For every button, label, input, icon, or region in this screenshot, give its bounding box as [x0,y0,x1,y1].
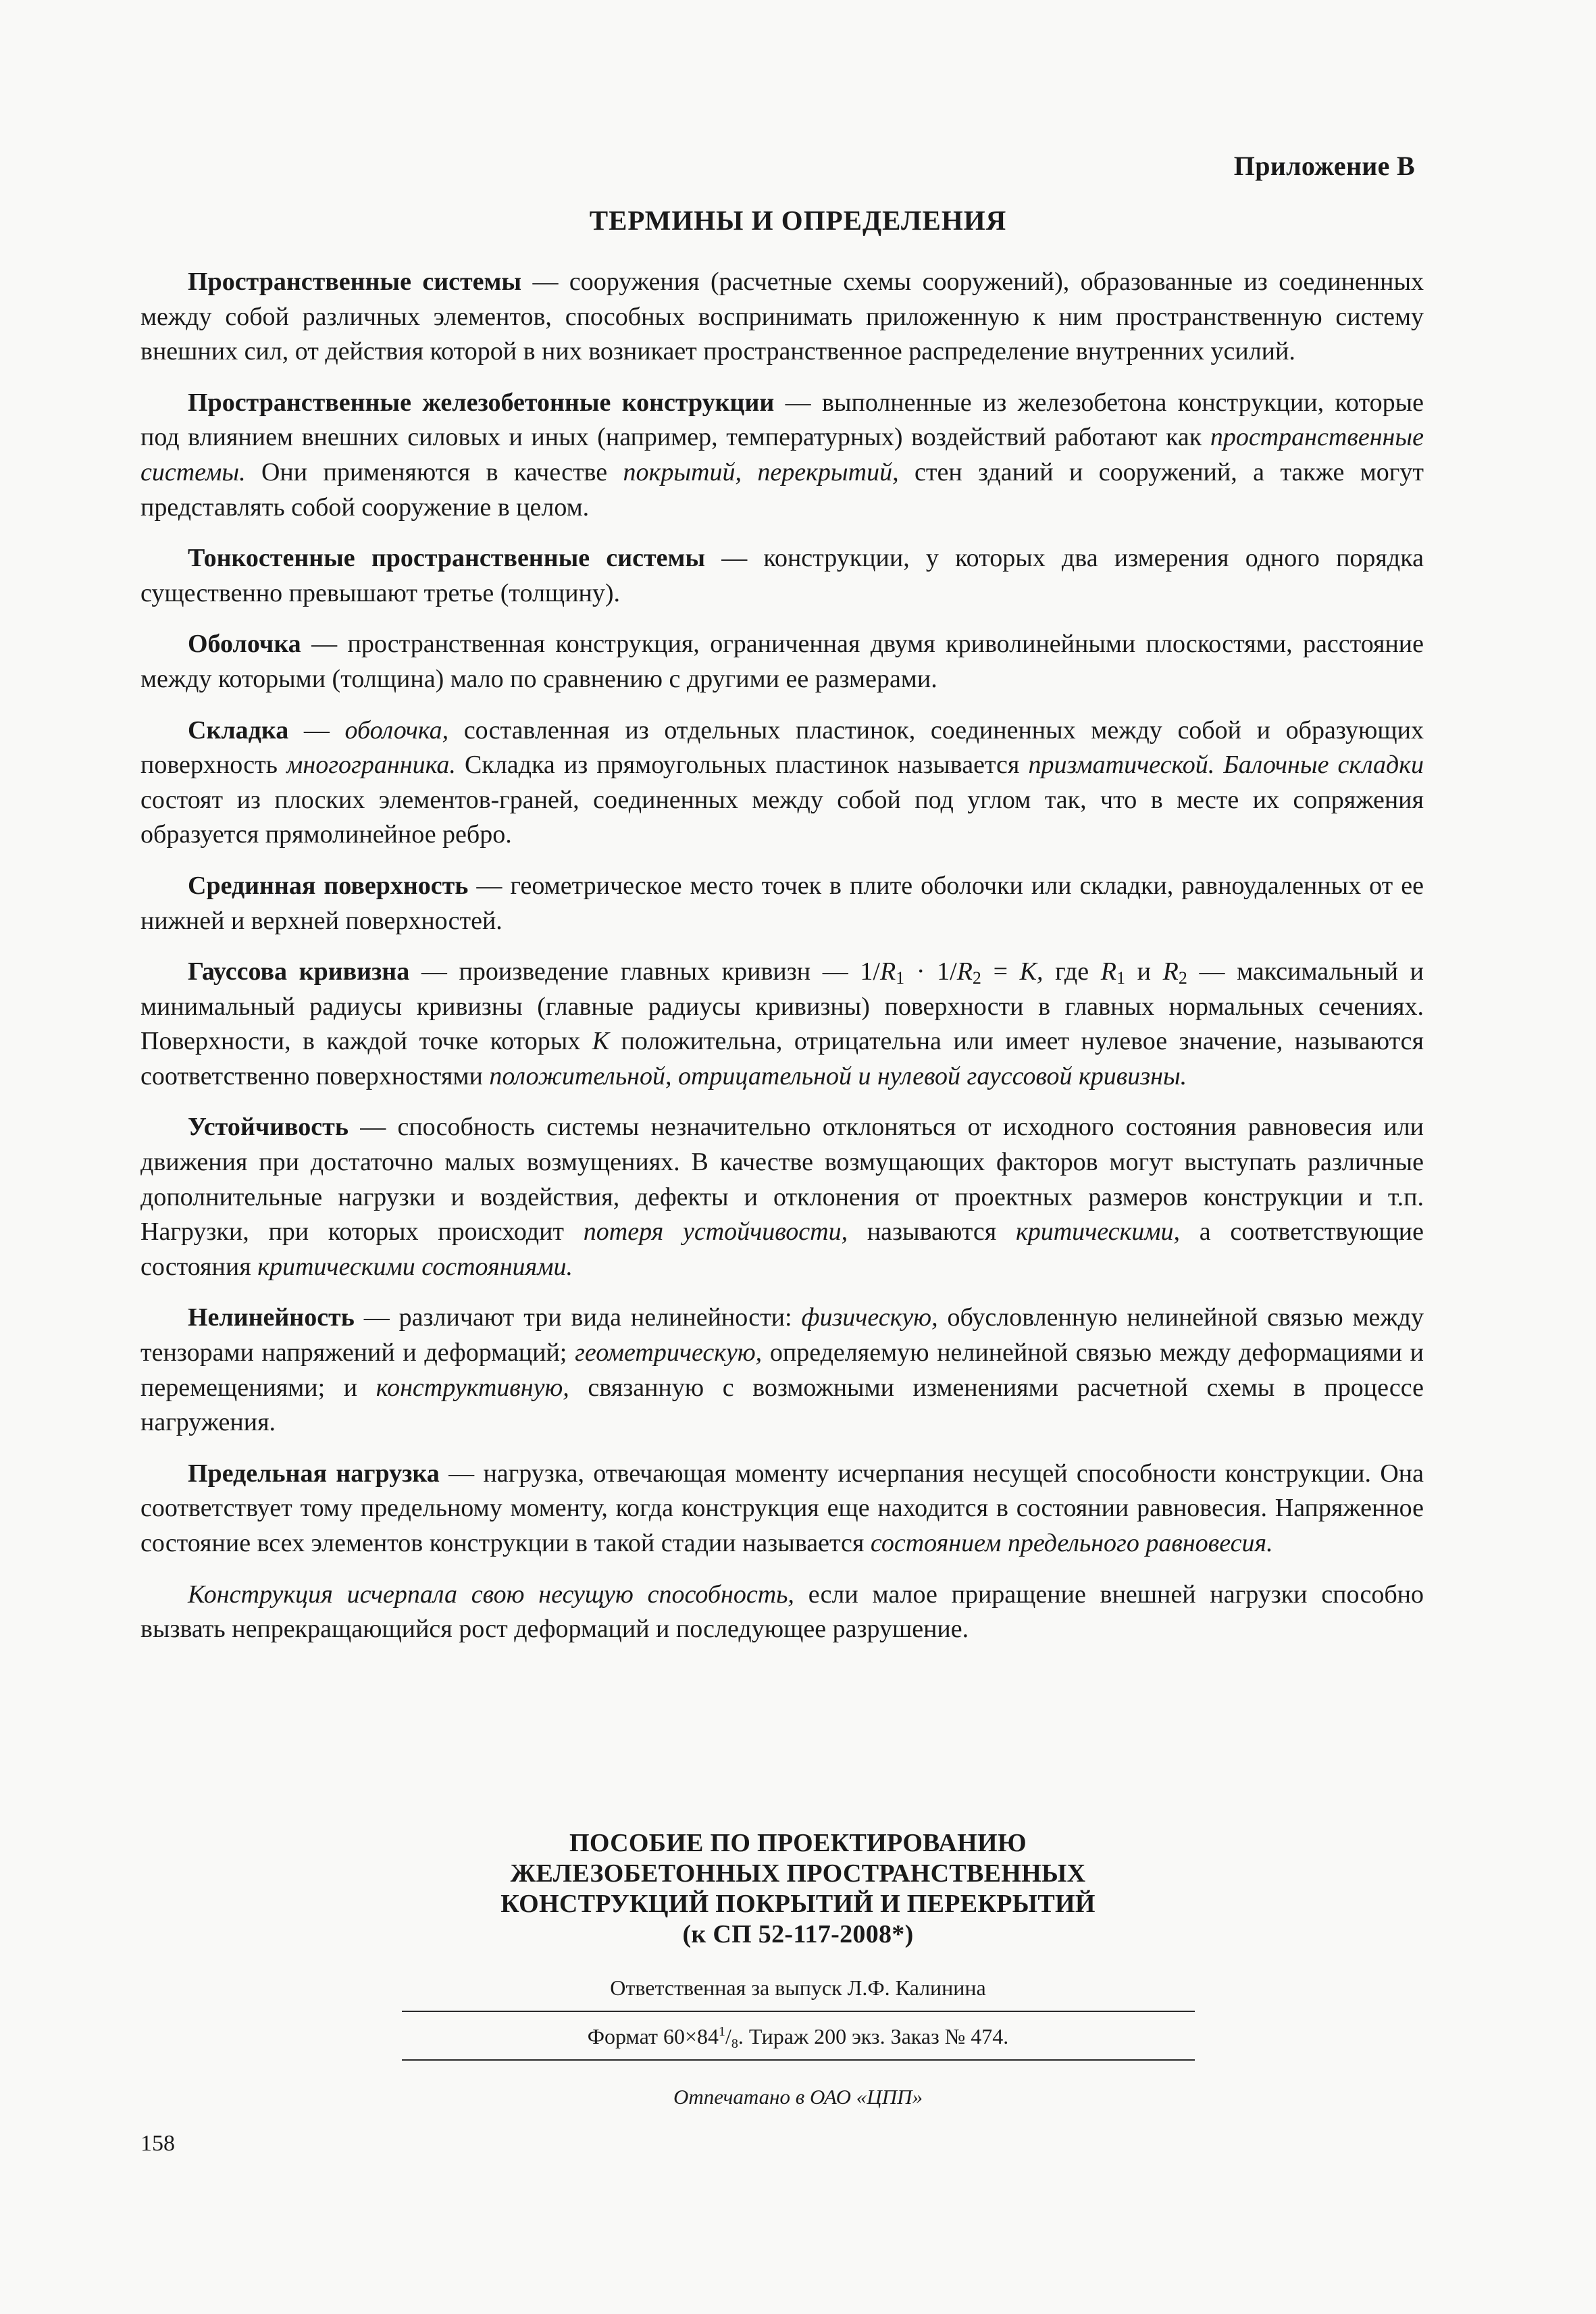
definition-term: Тонкостенные пространственные системы [188,544,706,573]
definition-paragraph [140,265,1424,370]
emphasized-text: положительной, отрицательной и нулевой гауссовой кривизны. [489,1061,1187,1090]
definition-text: — пространственная конструкция, ограниченная двумя криволинейными плоскостями, расстояние между которыми (толщина) мало по сравнению с другими ее размерами. [140,630,1424,693]
definition-text: обусловленную нелинейной связью между тензорами напряжений и деформаций; [140,1303,1424,1367]
definition-paragraph [140,713,1424,853]
book-title-line: (к СП 52-117-2008*) [682,1920,914,1948]
definition-term: Оболочка [188,630,301,659]
emphasized-text: потеря устойчивости, [583,1217,848,1247]
format-fraction-separator: / [725,2024,731,2048]
section-title: ТЕРМИНЫ И ОПРЕДЕЛЕНИЯ [589,205,1007,236]
definition-text: — геометрическое место точек в плите оболочки или складки, равноудаленных от ее нижней и верхней поверхностей. [140,871,1424,935]
definition-paragraph [140,869,1424,938]
definition-text: — произведение главных кривизн — 1/ [409,957,880,986]
emphasized-text: R [1162,957,1179,986]
book-title [0,1828,1596,1950]
emphasized-text: физическую, [801,1303,938,1332]
responsible-editor: Ответственная за выпуск Л.Ф. Калинина [610,1976,986,2000]
emphasized-text: пространственные системы. [140,423,1424,486]
definition-text: — различают три вида нелинейности: [354,1303,802,1332]
book-title-line: ЖЕЛЕЗОБЕТОННЫХ ПРОСТРАНСТВЕННЫХ [510,1859,1086,1888]
definition-text: если малое приращение внешней нагрузки способно вызвать непрекращающийся рост деформаций и последующее разрушение. [140,1580,1424,1644]
definition-text: называются [848,1217,1016,1247]
definition-text: положительна, отрицательна или имеет нулевое значение, называются соответственно поверхностями [140,1027,1424,1090]
format-fraction-numerator: 1 [718,2024,725,2039]
format-line [0,2023,1596,2050]
emphasized-text: Конструкция исчерпала свою несущую способность, [188,1580,794,1609]
emphasized-text: критическими, [1015,1217,1181,1247]
definition-term: Пространственные железобетонные конструкции [188,388,775,417]
divider [402,2059,1195,2061]
divider [402,2011,1195,2012]
emphasized-text: R [879,957,896,986]
imprint-block [0,1828,1596,2111]
definition-term: Гауссова кривизна [188,957,410,986]
definition-text: — нагрузка, отвечающая моменту исчерпания несущей способности конструкции. Она соответствует тому предельному моменту, когда конструкция еще находится в состоянии равновесия. Напряженное состояние всех элементов конструкции в такой стадии называется [140,1459,1424,1557]
emphasized-text: геометрическую, [575,1338,763,1367]
definition-paragraph [140,1110,1424,1284]
subscript: 2 [972,968,981,988]
definition-text: — выполненные из железобетона конструкции, которые под влиянием внешних силовых и иных (например, температурных) воздействий работают как [140,388,1424,452]
emphasized-text: оболочка, [344,715,449,745]
definition-paragraph [140,955,1424,1094]
emphasized-text: состоянием предельного равновесия. [870,1529,1273,1557]
definition-text: и [1125,957,1163,986]
definition-text: связанную с возможными изменениями расчетной схемы в процессе нагружения. [140,1373,1424,1437]
definition-text: — максимальный и минимальный радиусы кривизны (главные радиусы кривизны) поверхности в главных нормальных сечениях. Поверхности, в каждой точке которых [140,957,1424,1056]
emphasized-text: K, [1019,957,1044,986]
definition-text: — способность системы незначительно отклоняться от исходного состояния равновесия или движения при достаточно малых возмущениях. В качестве возмущающих факторов могут выступать различные дополнительные нагрузки и воздействия, дефекты и отклонения от проектных размеров конструкции и т.п. Нагрузки, при которых происходит [140,1113,1424,1247]
definition-text: — сооружения (расчетные схемы сооружений), образованные из соединенных между собой различных элементов, способных воспринимать приложенную к ним пространственную систему внешних сил, от действия которой в них возникает пространственное распределение внутренних усилий. [140,268,1424,366]
definition-text: = [981,957,1020,986]
definition-term: Устойчивость [188,1113,349,1142]
definition-text: где [1043,957,1101,986]
emphasized-text: покрытий, перекрытий, [623,457,899,486]
subscript: 2 [1178,968,1187,988]
definition-text: стен зданий и сооружений, а также могут представлять собой сооружение в целом. [140,457,1424,522]
definition-text: — [288,715,345,745]
emphasized-text: конструктивную, [376,1373,569,1402]
definition-text: · 1/ [904,957,957,986]
definitions-list [140,265,1424,1663]
printed-by: Отпечатано в ОАО «ЦПП» [673,2085,923,2109]
definition-term: Предельная нагрузка [188,1459,440,1488]
definition-term: Складка [188,715,289,745]
definition-text: состоят из плоских элементов-граней, соединенных между собой под углом так, что в месте их сопряжения образуется прямолинейное ребро. [140,785,1424,849]
definition-text: Складка из прямоугольных пластинок называется [455,751,1029,780]
definition-term: Нелинейность [188,1303,355,1332]
emphasized-text: K [592,1027,610,1056]
definition-text: Они применяются в качестве [245,457,623,486]
definition-text: составленная из отдельных пластинок, соединенных между собой и образующих поверхность [140,715,1424,780]
book-title-line: КОНСТРУКЦИЙ ПОКРЫТИЙ И ПЕРЕКРЫТИЙ [500,1890,1096,1918]
definition-paragraph [140,1578,1424,1647]
emphasized-text: R [956,957,973,986]
definition-paragraph [140,627,1424,697]
definition-term: Срединная поверхность [188,871,469,900]
definition-term: Пространственные системы [188,268,522,296]
definition-paragraph [140,541,1424,611]
format-prefix: Формат 60×84 [587,2024,719,2048]
definition-text: а соответствующие состояния [140,1217,1424,1281]
subscript: 1 [1116,968,1125,988]
emphasized-text: критическими состояниями. [257,1252,573,1281]
definition-paragraph [140,1301,1424,1440]
definition-text: определяемую нелинейной связью между деформациями и перемещениями; и [140,1338,1424,1402]
definition-paragraph [140,1457,1424,1561]
format-suffix: . Тираж 200 экз. Заказ № 474. [738,2024,1009,2048]
appendix-label: Приложение В [1233,151,1415,181]
definition-text: — конструкции, у которых два измерения одного порядка существенно превышают третье (толщину). [140,544,1424,607]
definition-paragraph [140,386,1424,525]
format-fraction-denominator: 8 [731,2036,738,2051]
emphasized-text: R [1100,957,1116,986]
page-number: 158 [140,2131,175,2156]
emphasized-text: призматической. Балочные складки [1028,751,1424,780]
book-title-line: ПОСОБИЕ ПО ПРОЕКТИРОВАНИЮ [569,1829,1027,1857]
subscript: 1 [896,968,905,988]
emphasized-text: многогранника. [286,751,456,780]
